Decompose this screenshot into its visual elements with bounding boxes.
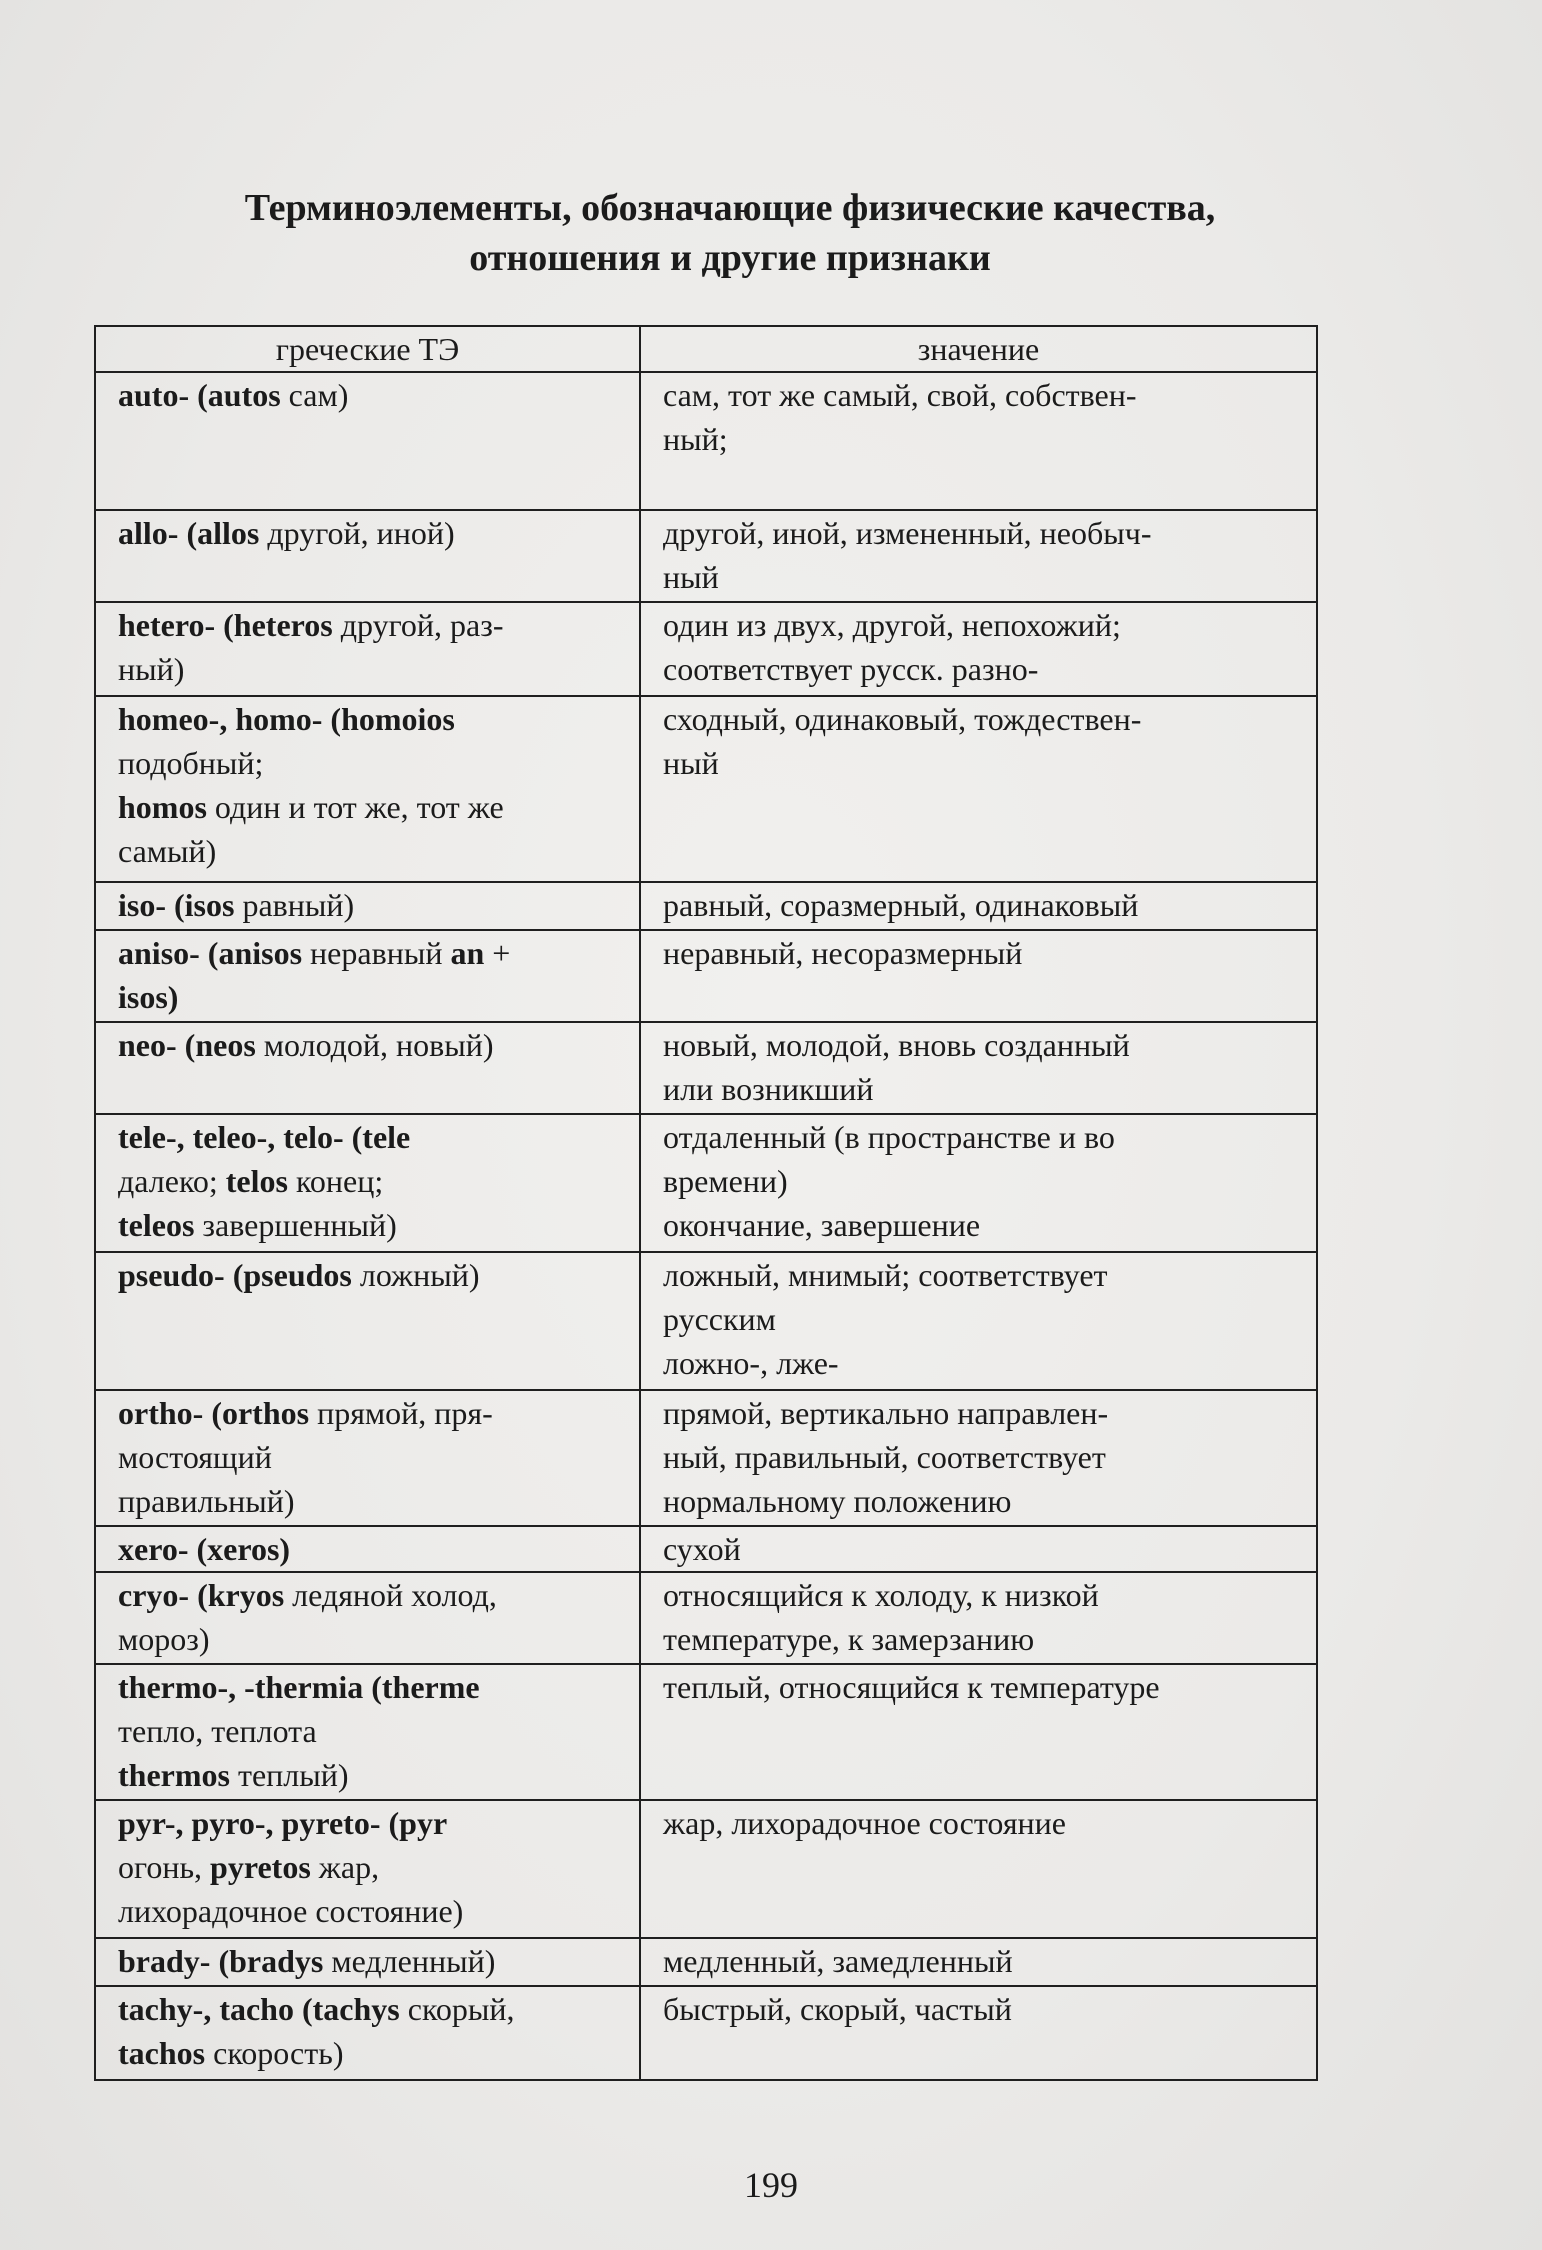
greek-term-line — [118, 1023, 621, 1067]
meaning-line: нормальному положению — [663, 1483, 1012, 1519]
meaning-line: сам, тот же самый, свой, собствен- — [663, 377, 1137, 413]
table-row — [95, 930, 1317, 1022]
greek-term: xero- (xeros) — [118, 1531, 291, 1567]
greek-gloss: подобный; — [118, 745, 264, 781]
meaning-line: неравный, несоразмерный — [663, 935, 1023, 971]
meaning-line: медленный, замедленный — [663, 1943, 1013, 1979]
greek-term-cell — [95, 1114, 640, 1252]
greek-term-line — [118, 1435, 621, 1479]
table-row — [95, 1114, 1317, 1252]
greek-term-line — [118, 1479, 621, 1523]
greek-term: an — [450, 935, 485, 971]
table-row — [95, 602, 1317, 696]
greek-term: brady- (bradys — [118, 1943, 324, 1979]
table-row — [95, 882, 1317, 930]
greek-term-line — [118, 2031, 621, 2075]
greek-term-cell — [95, 602, 640, 696]
greek-term-cell — [95, 882, 640, 930]
meaning-line: отдаленный (в пространстве и во — [663, 1119, 1115, 1155]
greek-term-cell — [95, 1390, 640, 1526]
greek-term-line — [118, 1159, 621, 1203]
greek-term-line — [118, 647, 621, 691]
greek-term-cell — [95, 1986, 640, 2080]
meaning-cell — [640, 1664, 1317, 1800]
greek-term: tele-, teleo-, telo- (tele — [118, 1119, 411, 1155]
greek-term: ortho- (orthos — [118, 1395, 310, 1431]
greek-gloss: один и тот же, тот же — [206, 789, 504, 825]
meaning-cell — [640, 1986, 1317, 2080]
greek-gloss: жар, — [310, 1849, 380, 1885]
greek-term-line — [118, 1939, 621, 1983]
greek-gloss: самый) — [118, 833, 217, 869]
greek-term-cell — [95, 1252, 640, 1390]
greek-term-cell — [95, 1800, 640, 1938]
meaning-line: ный; — [663, 421, 728, 457]
greek-term: homos — [118, 789, 207, 825]
greek-term-line — [118, 1889, 621, 1933]
greek-gloss: лихорадочное состояние) — [118, 1893, 464, 1929]
table-row — [95, 1938, 1317, 1986]
greek-term-line — [118, 603, 621, 647]
greek-term-line — [118, 697, 621, 741]
meaning-cell — [640, 1252, 1317, 1390]
meaning-line: новый, молодой, вновь созданный — [663, 1027, 1130, 1063]
greek-term-cell — [95, 1938, 640, 1986]
greek-gloss: тепло, теплота — [118, 1713, 317, 1749]
meaning-line: относящийся к холоду, к низкой — [663, 1577, 1099, 1613]
greek-term-line — [118, 883, 621, 927]
table-row — [95, 1526, 1317, 1572]
greek-gloss: сам) — [280, 377, 349, 413]
meaning-cell — [640, 1114, 1317, 1252]
greek-term-line — [118, 1845, 621, 1889]
greek-term: auto- (autos — [118, 377, 281, 413]
greek-gloss: правильный) — [118, 1483, 295, 1519]
greek-term: homeo-, homo- (homoios — [118, 701, 455, 737]
greek-term-line — [118, 1709, 621, 1753]
meaning-line: сухой — [663, 1531, 741, 1567]
meaning-line: ный — [663, 745, 719, 781]
greek-term-line — [118, 1253, 621, 1297]
greek-term: neo- (neos — [118, 1027, 256, 1063]
greek-term: pseudo- (pseudos — [118, 1257, 352, 1293]
meaning-line: быстрый, скорый, частый — [663, 1991, 1012, 2027]
title-line-1: Терминоэлементы, обозначающие физические качества, — [244, 187, 1216, 229]
meaning-line: равный, соразмерный, одинаковый — [663, 887, 1139, 923]
greek-gloss: далеко; — [118, 1163, 226, 1199]
greek-gloss: неравный — [302, 935, 451, 971]
meaning-line: ный — [663, 559, 719, 595]
greek-gloss: мостоящий — [118, 1439, 272, 1475]
meaning-cell — [640, 1938, 1317, 1986]
meaning-cell — [640, 372, 1317, 510]
greek-gloss: + — [484, 935, 511, 971]
greek-term-line — [118, 931, 621, 975]
greek-gloss: молодой, новый) — [255, 1027, 494, 1063]
meaning-cell — [640, 510, 1317, 602]
greek-gloss: другой, иной) — [259, 515, 455, 551]
greek-gloss: завершенный) — [194, 1207, 397, 1243]
table-row — [95, 1022, 1317, 1114]
greek-term-line — [118, 1753, 621, 1797]
table-row — [95, 1664, 1317, 1800]
greek-gloss: конец; — [287, 1163, 384, 1199]
greek-term: iso- (isos — [118, 887, 235, 923]
greek-term-line — [118, 511, 621, 555]
greek-term-line — [118, 1665, 621, 1709]
meaning-line: один из двух, другой, непохожий; — [663, 607, 1121, 643]
meaning-cell — [640, 882, 1317, 930]
greek-term: tachy-, tacho (tachys — [118, 1991, 400, 2027]
meaning-line: жар, лихорадочное состояние — [663, 1805, 1066, 1841]
greek-gloss: другой, раз- — [332, 607, 504, 643]
greek-term-cell — [95, 930, 640, 1022]
meaning-cell — [640, 1572, 1317, 1664]
greek-gloss: равный) — [234, 887, 355, 923]
table-row — [95, 510, 1317, 602]
greek-term-line — [118, 1203, 621, 1247]
meaning-cell — [640, 930, 1317, 1022]
greek-gloss: скорый, — [399, 1991, 515, 2027]
page-number: 199 — [744, 2165, 798, 2205]
meaning-line: ный, правильный, соответствует — [663, 1439, 1106, 1475]
title-line-2: отношения и другие признаки — [469, 237, 991, 279]
table-row — [95, 372, 1317, 510]
greek-term-line — [118, 373, 621, 417]
greek-term-line — [118, 975, 621, 1019]
greek-term-line — [118, 785, 621, 829]
greek-gloss: прямой, пря- — [309, 1395, 493, 1431]
meaning-cell — [640, 1022, 1317, 1114]
greek-term: thermo-, -thermia (therme — [118, 1669, 480, 1705]
greek-term-cell — [95, 1664, 640, 1800]
column-header-meaning: значение — [640, 326, 1317, 372]
greek-term-line — [118, 1573, 621, 1617]
meaning-cell — [640, 696, 1317, 882]
table-row — [95, 1252, 1317, 1390]
greek-gloss: ледяной холод, — [284, 1577, 497, 1613]
greek-term-line — [118, 1801, 621, 1845]
greek-term-line — [118, 1617, 621, 1661]
greek-term-line — [118, 829, 621, 873]
greek-gloss: огонь, — [118, 1849, 211, 1885]
greek-gloss: ложный) — [351, 1257, 480, 1293]
meaning-line: окончание, завершение — [663, 1207, 981, 1243]
greek-term-cell — [95, 1022, 640, 1114]
greek-term-line — [118, 741, 621, 785]
greek-term-line — [118, 1987, 621, 2031]
greek-gloss: ный) — [118, 651, 185, 687]
greek-term-line — [118, 1115, 621, 1159]
meaning-line: ложный, мнимый; соответствует — [663, 1257, 1108, 1293]
table-row — [95, 1572, 1317, 1664]
greek-term-line — [118, 1527, 621, 1571]
meaning-cell — [640, 602, 1317, 696]
meaning-line: прямой, вертикально направлен- — [663, 1395, 1109, 1431]
meaning-cell — [640, 1390, 1317, 1526]
greek-term: aniso- (anisos — [118, 935, 303, 971]
greek-gloss: теплый) — [229, 1757, 349, 1793]
meaning-cell — [640, 1526, 1317, 1572]
table-header-row — [95, 326, 1317, 372]
greek-term-cell — [95, 372, 640, 510]
meaning-line: сходный, одинаковый, тождествен- — [663, 701, 1142, 737]
greek-term-cell — [95, 696, 640, 882]
greek-term-cell — [95, 1526, 640, 1572]
column-header-greek: греческие ТЭ — [95, 326, 640, 372]
meaning-line: или возникший — [663, 1071, 874, 1107]
section-title — [100, 183, 1360, 283]
greek-term: thermos — [118, 1757, 230, 1793]
greek-term-cell — [95, 1572, 640, 1664]
greek-term: teleos — [118, 1207, 195, 1243]
meaning-line: другой, иной, измененный, необыч- — [663, 515, 1152, 551]
term-elements-table — [94, 325, 1318, 2081]
table-row — [95, 1800, 1317, 1938]
greek-term: cryo- (kryos — [118, 1577, 285, 1613]
greek-term: telos — [225, 1163, 288, 1199]
meaning-line: ложно-, лже- — [663, 1345, 839, 1381]
greek-gloss: мороз) — [118, 1621, 210, 1657]
table-row — [95, 1390, 1317, 1526]
table-row — [95, 1986, 1317, 2080]
greek-gloss: медленный) — [323, 1943, 496, 1979]
meaning-line: русским — [663, 1301, 776, 1337]
greek-term-line — [118, 1391, 621, 1435]
table-body — [95, 372, 1317, 2080]
greek-term: allo- (allos — [118, 515, 260, 551]
greek-gloss: скорость) — [205, 2035, 344, 2071]
greek-term: isos) — [118, 979, 179, 1015]
greek-term-cell — [95, 510, 640, 602]
greek-term: tachos — [118, 2035, 206, 2071]
meaning-line: времени) — [663, 1163, 788, 1199]
table-row — [95, 696, 1317, 882]
meaning-line: теплый, относящийся к температуре — [663, 1669, 1160, 1705]
meaning-line: температуре, к замерзанию — [663, 1621, 1035, 1657]
greek-term: pyretos — [210, 1849, 311, 1885]
greek-term: pyr-, pyro-, pyreto- (pyr — [118, 1805, 448, 1841]
meaning-cell — [640, 1800, 1317, 1938]
meaning-line: соответствует русск. разно- — [663, 651, 1039, 687]
greek-term: hetero- (heteros — [118, 607, 333, 643]
